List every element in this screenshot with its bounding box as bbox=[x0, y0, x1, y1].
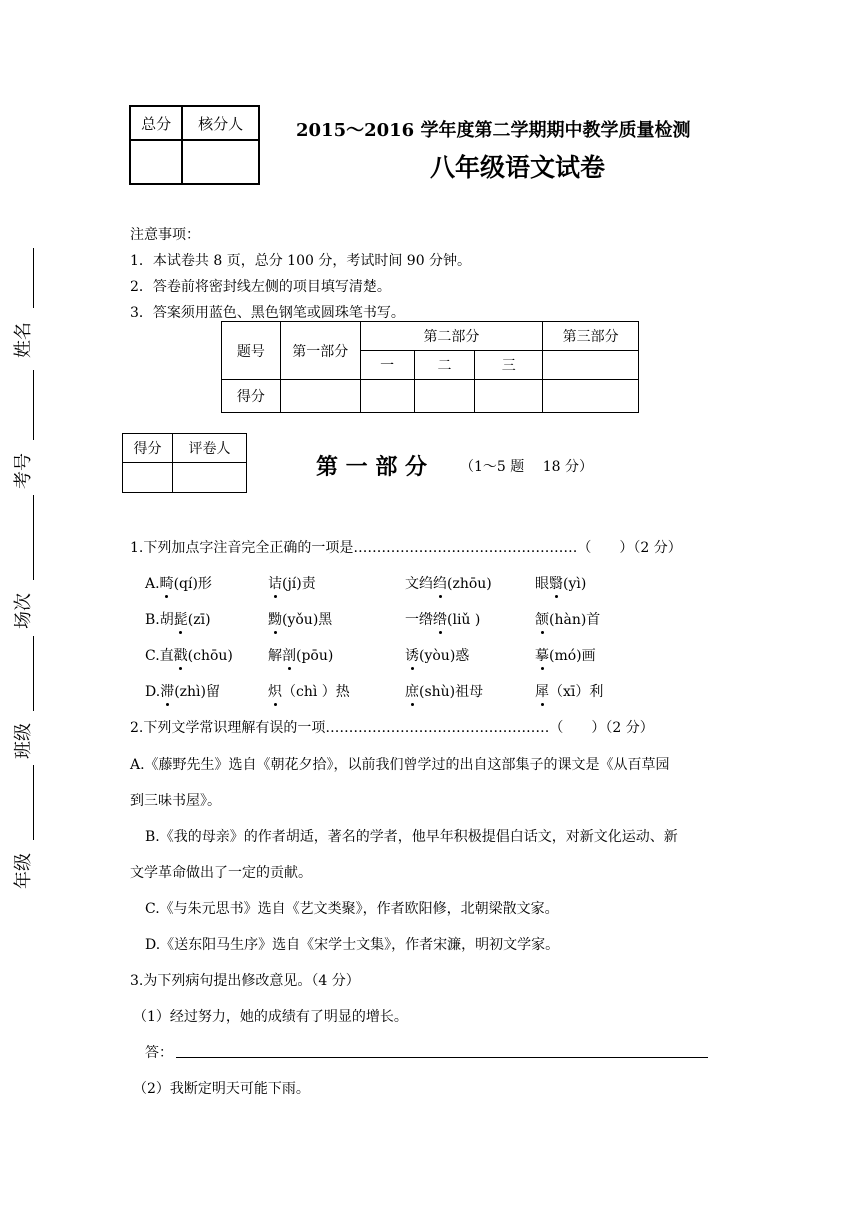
q2-stem: 2.下列文学常识理解有误的一项…………………………………………（ ）（2 分） bbox=[130, 720, 654, 736]
q3-answer-label: 答： bbox=[145, 1045, 173, 1061]
checker-header: 核分人 bbox=[182, 106, 259, 140]
binding-label-exam-no: 考号 bbox=[13, 453, 34, 489]
binding-line-4 bbox=[33, 636, 34, 711]
score-cell-part2-3[interactable] bbox=[475, 380, 543, 413]
q2-option-a-line2: 到三味书屋》。 bbox=[130, 793, 221, 809]
q3-sentence-2: （2）我断定明天可能下雨。 bbox=[133, 1081, 310, 1097]
dotted-char: 剖 bbox=[282, 645, 296, 665]
binding-line-5 bbox=[33, 765, 34, 840]
note-item-3: 3．答案须用蓝色、黑色钢笔或圆珠笔书写。 bbox=[130, 305, 405, 321]
note-item-2: 2．答卷前将密封线左侧的项目填写清楚。 bbox=[130, 279, 391, 295]
score-row-label: 得分 bbox=[222, 380, 281, 413]
grader-name-header: 评卷人 bbox=[172, 434, 246, 463]
dotted-char: 绺 bbox=[433, 609, 447, 629]
note-item-1: 1．本试卷共 8 页，总分 100 分，考试时间 90 分钟。 bbox=[130, 253, 472, 269]
q2-option-b-line2: 文学革命做出了一定的贡献。 bbox=[130, 865, 312, 881]
q2-option-a-line1: A.《藤野先生》选自《朝花夕拾》，以前我们曾学过的出自这部集子的课文是《从百草园 bbox=[130, 757, 670, 773]
dotted-char: 炽 bbox=[268, 681, 282, 701]
q1-stem: 1.下列加点字注音完全正确的一项是…………………………………………（ ）（2 分） bbox=[130, 540, 682, 556]
dotted-char: 庶 bbox=[405, 681, 419, 701]
dotted-char: 黝 bbox=[268, 609, 282, 629]
dotted-char: 畸 bbox=[160, 573, 174, 593]
dotted-char: 诘 bbox=[268, 573, 282, 593]
binding-line-2 bbox=[33, 370, 34, 440]
total-score-box bbox=[129, 105, 260, 185]
exam-title-line1: 2015～2016 学年度第二学期期中教学质量检测 bbox=[296, 120, 691, 141]
part3-sub-empty bbox=[543, 351, 639, 380]
part2-sub-3: 三 bbox=[475, 351, 543, 380]
part3-header: 第三部分 bbox=[543, 322, 639, 351]
part2-sub-1: 一 bbox=[360, 351, 414, 380]
binding-label-class: 班级 bbox=[13, 723, 34, 759]
dotted-char: 滞 bbox=[160, 681, 174, 701]
grader-score-header: 得分 bbox=[123, 434, 173, 463]
dotted-char: 犀 bbox=[535, 681, 549, 701]
q2-option-c: C.《与朱元思书》选自《艺文类聚》，作者欧阳修，北朝梁散文家。 bbox=[145, 901, 559, 917]
grader-score-cell[interactable] bbox=[123, 463, 173, 493]
part2-header: 第二部分 bbox=[360, 322, 543, 351]
part1-header: 第一部分 bbox=[280, 322, 360, 380]
total-score-cell[interactable] bbox=[130, 140, 182, 184]
q2-option-b-line1: B.《我的母亲》的作者胡适，著名的学者，他早年积极提倡白话文，对新文化运动、新 bbox=[145, 829, 678, 845]
binding-line-3 bbox=[33, 495, 34, 580]
grader-box bbox=[122, 433, 247, 493]
q3-answer-line[interactable] bbox=[176, 1057, 708, 1058]
dotted-char: 翳 bbox=[549, 573, 563, 593]
dotted-char: 绉 bbox=[433, 573, 447, 593]
score-cell-part2-1[interactable] bbox=[360, 380, 414, 413]
part2-sub-2: 二 bbox=[414, 351, 475, 380]
binding-label-grade: 年级 bbox=[13, 853, 34, 889]
binding-label-name: 姓名 bbox=[13, 322, 34, 358]
binding-line-1 bbox=[33, 248, 34, 308]
exam-title-line2: 八年级语文试卷 bbox=[430, 153, 606, 182]
grader-name-cell[interactable] bbox=[172, 463, 246, 493]
dotted-char: 摹 bbox=[535, 645, 549, 665]
q3-stem: 3.为下列病句提出修改意见。（4 分） bbox=[130, 973, 360, 989]
dotted-char: 诱 bbox=[405, 645, 419, 665]
notes-heading: 注意事项： bbox=[130, 227, 200, 243]
item-no-header: 题号 bbox=[222, 322, 281, 380]
q2-option-d: D.《送东阳马生序》选自《宋学士文集》，作者宋濂，明初文学家。 bbox=[145, 937, 560, 953]
score-table bbox=[221, 321, 639, 413]
section1-title: 第 一 部 分 bbox=[316, 455, 427, 480]
section1-info: （1～5 题 18 分） bbox=[460, 459, 593, 475]
binding-label-session: 场次 bbox=[13, 593, 34, 629]
score-cell-part2-2[interactable] bbox=[414, 380, 475, 413]
checker-cell[interactable] bbox=[182, 140, 259, 184]
q3-sentence-1: （1）经过努力，她的成绩有了明显的增长。 bbox=[133, 1009, 408, 1025]
dotted-char: 颔 bbox=[535, 609, 549, 629]
dotted-char: 髭 bbox=[174, 609, 188, 629]
score-cell-part1[interactable] bbox=[280, 380, 360, 413]
score-cell-part3[interactable] bbox=[543, 380, 639, 413]
dotted-char: 戳 bbox=[174, 645, 188, 665]
total-score-header: 总分 bbox=[130, 106, 182, 140]
